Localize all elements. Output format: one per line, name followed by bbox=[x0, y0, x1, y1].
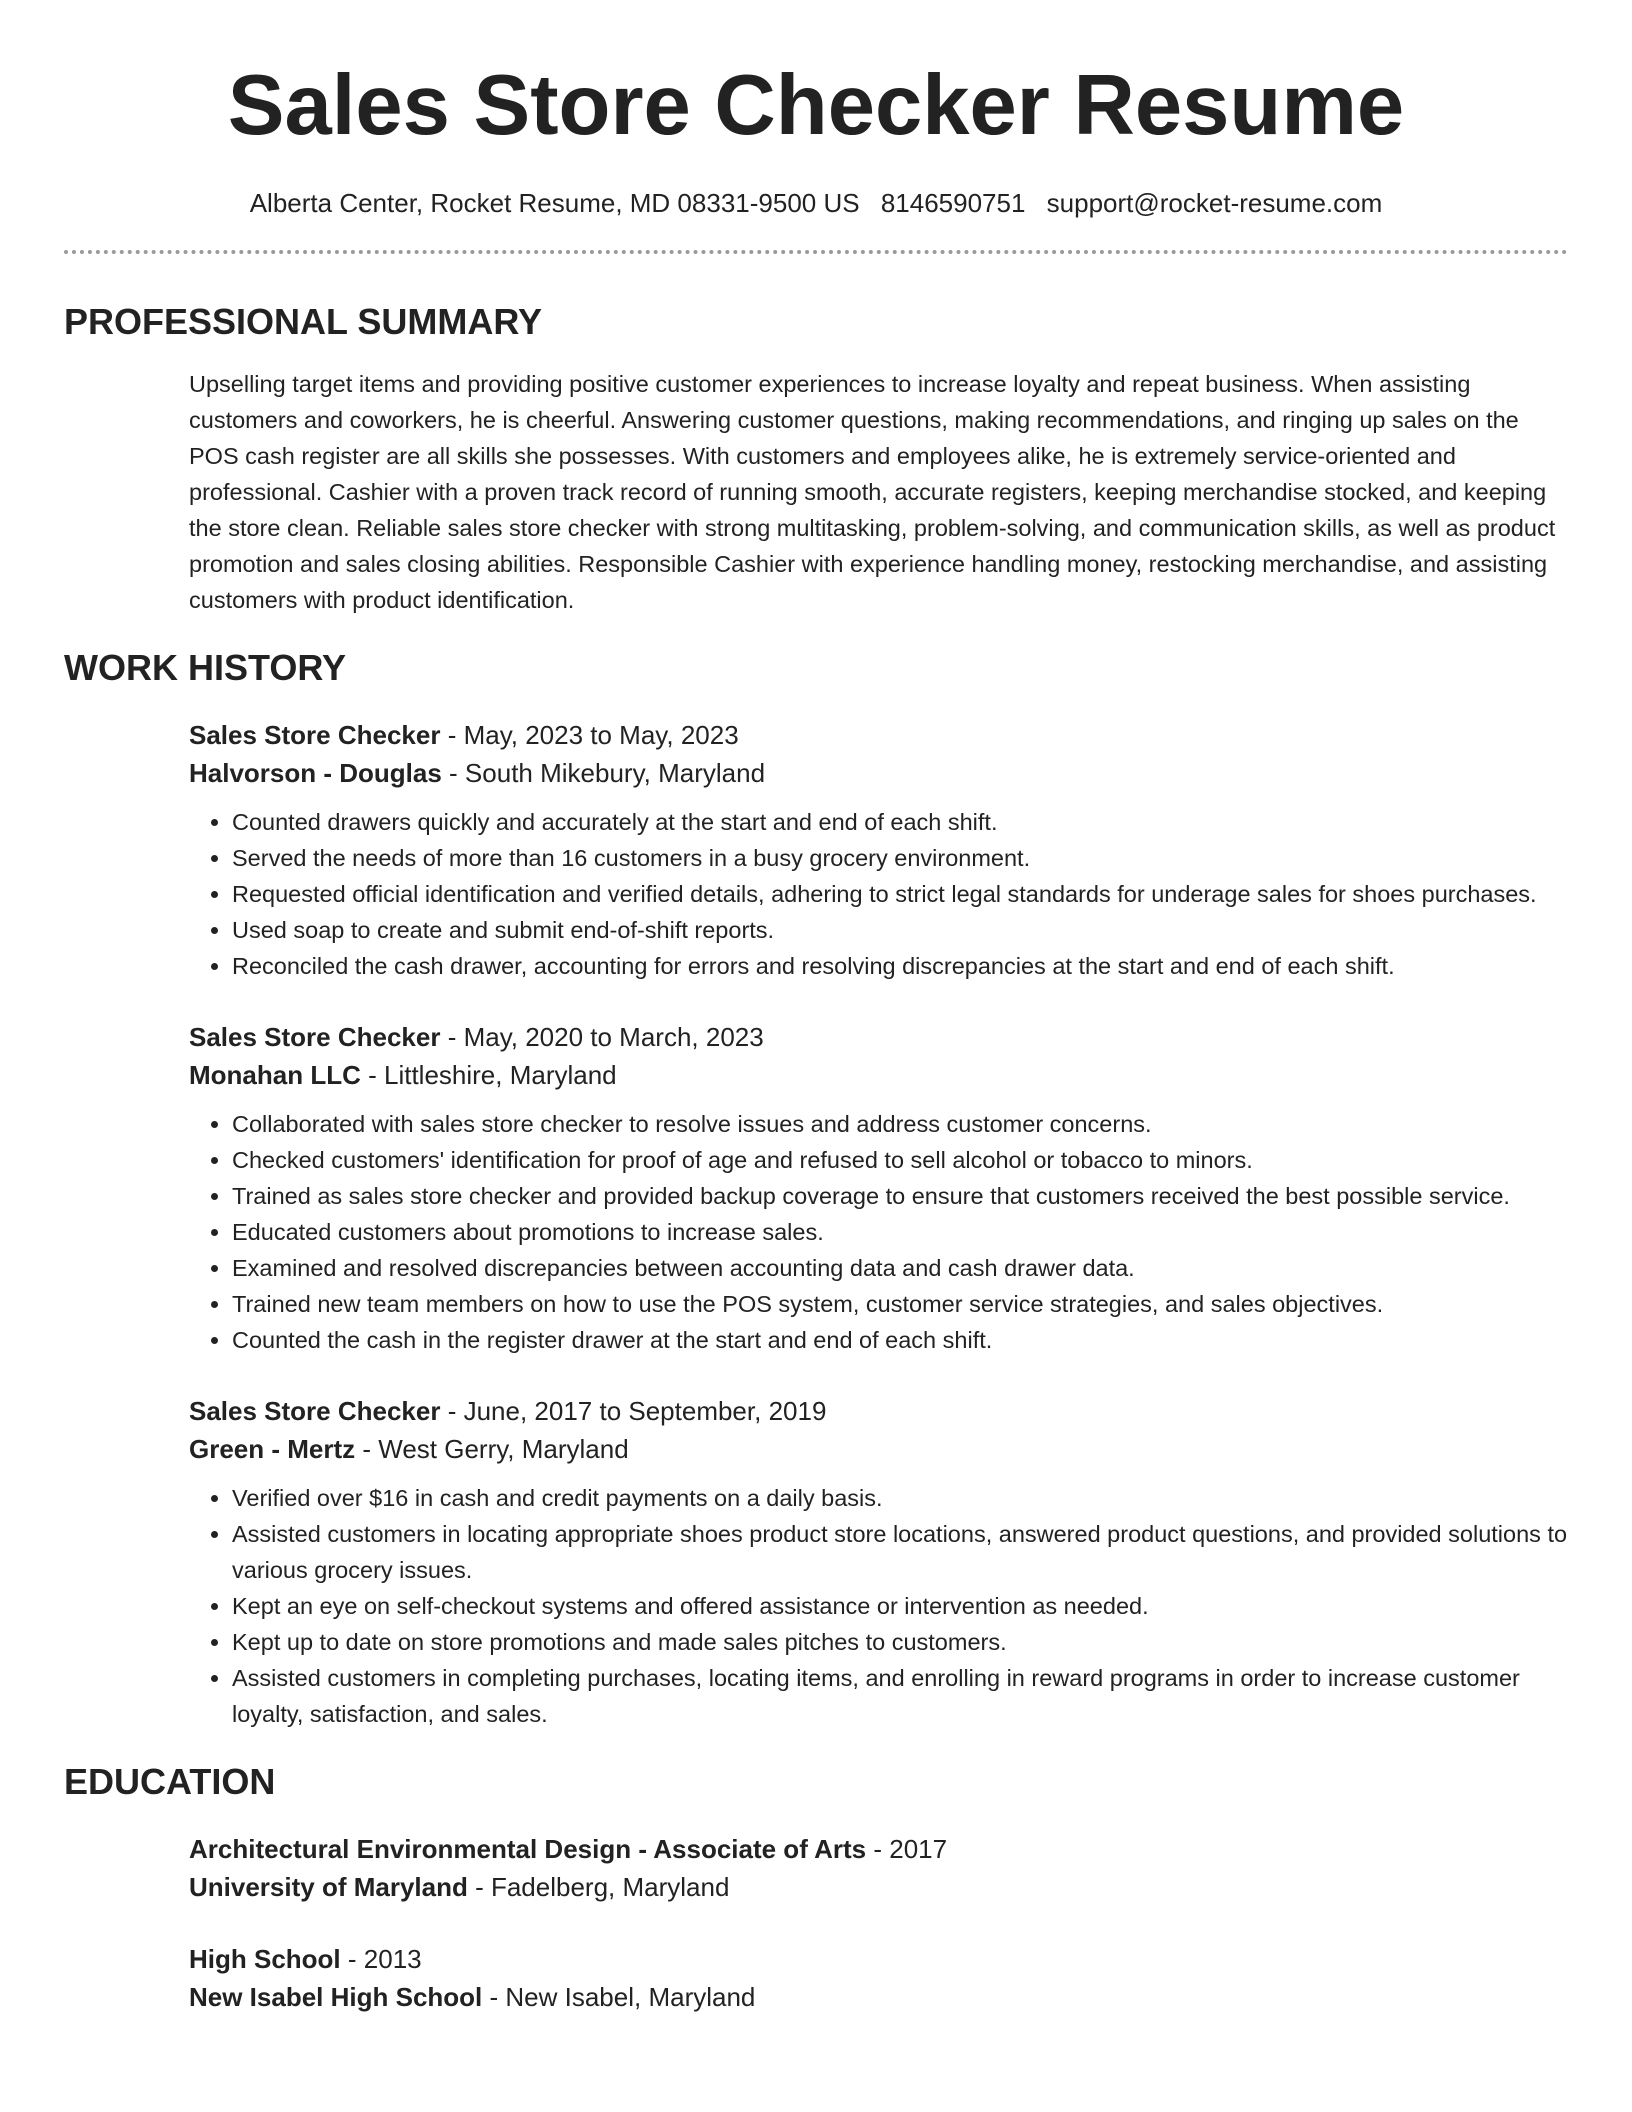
job-location: - South Mikebury, Maryland bbox=[441, 758, 766, 788]
list-item: • Trained as sales store checker and provided backup coverage to ensure that customers received the best possible service. bbox=[232, 1178, 1568, 1214]
contact-phone: 8146590751 bbox=[880, 188, 1026, 218]
education-section bbox=[64, 1760, 1568, 2016]
contact-email: support@rocket-resume.com bbox=[1046, 188, 1383, 218]
list-item: • Requested official identification and verified details, adhering to strict legal standards for underage sales for shoes purchases. bbox=[232, 876, 1568, 912]
degree-line bbox=[189, 1940, 1568, 1978]
job-title-line bbox=[189, 1018, 1568, 1056]
job-company-line bbox=[189, 1430, 1568, 1468]
job-dates: - June, 2017 to September, 2019 bbox=[440, 1396, 827, 1426]
list-item: • Counted the cash in the register drawer at the start and end of each shift. bbox=[232, 1322, 1568, 1358]
degree-year: - 2013 bbox=[340, 1944, 422, 1974]
list-item: • Trained new team members on how to use the POS system, customer service strategies, and sales objectives. bbox=[232, 1286, 1568, 1322]
job-entry bbox=[189, 716, 1568, 984]
degree-name: High School bbox=[189, 1944, 341, 1974]
job-title: Sales Store Checker bbox=[189, 720, 441, 750]
school-line bbox=[189, 1868, 1568, 1906]
education-entry bbox=[189, 1830, 1568, 1906]
school-name: University of Maryland bbox=[189, 1872, 468, 1902]
degree-year: - 2017 bbox=[866, 1834, 948, 1864]
work-history-section bbox=[64, 646, 1568, 1732]
summary-text: Upselling target items and providing positive customer experiences to increase loyalty and repeat business. When assisting customers and coworkers, he is cheerful. Answering customer questions, making recommendations, and ringing up sales on the POS cash register are all skills she possesses. With customers and employees alike, he is extremely service-oriented and professional. Cashier with a proven track record of running smooth, accurate registers, keeping merchandise stocked, and keeping the store clean. Reliable sales store checker with strong multitasking, problem-solving, and communication skills, as well as product promotion and sales closing abilities. Responsible Cashier with experience handling money, restocking merchandise, and assisting customers with product identification. bbox=[189, 371, 1556, 613]
school-name: New Isabel High School bbox=[189, 1982, 483, 2012]
job-bullets bbox=[189, 804, 1568, 984]
list-item: • Kept up to date on store promotions and made sales pitches to customers. bbox=[232, 1624, 1568, 1660]
job-title: Sales Store Checker bbox=[189, 1022, 441, 1052]
list-item: • Educated customers about promotions to increase sales. bbox=[232, 1214, 1568, 1250]
job-title-line bbox=[189, 716, 1568, 754]
job-company: Green - Mertz bbox=[189, 1434, 356, 1464]
list-item: • Counted drawers quickly and accurately at the start and end of each shift. bbox=[232, 804, 1568, 840]
job-company-line bbox=[189, 754, 1568, 792]
header-divider bbox=[64, 250, 1568, 254]
job-entry bbox=[189, 1018, 1568, 1358]
school-line bbox=[189, 1978, 1568, 2016]
contact-address: Alberta Center, Rocket Resume, MD 08331-9500 US bbox=[249, 188, 860, 218]
job-bullets bbox=[189, 1480, 1568, 1732]
list-item: • Used soap to create and submit end-of-shift reports. bbox=[232, 912, 1568, 948]
list-item: • Served the needs of more than 16 customers in a busy grocery environment. bbox=[232, 840, 1568, 876]
job-entry bbox=[189, 1392, 1568, 1732]
list-item: • Assisted customers in completing purchases, locating items, and enrolling in reward programs in order to increase customer loyalty, satisfaction, and sales. bbox=[232, 1660, 1568, 1732]
job-bullets bbox=[189, 1106, 1568, 1358]
list-item: • Checked customers' identification for proof of age and refused to sell alcohol or tobacco to minors. bbox=[232, 1142, 1568, 1178]
school-location: - Fadelberg, Maryland bbox=[467, 1872, 730, 1902]
list-item: • Reconciled the cash drawer, accounting for errors and resolving discrepancies at the start and end of each shift. bbox=[232, 948, 1568, 984]
work-history-heading: WORK HISTORY bbox=[64, 647, 347, 688]
education-entry bbox=[189, 1940, 1568, 2016]
list-item: • Verified over $16 in cash and credit payments on a daily basis. bbox=[232, 1480, 1568, 1516]
summary-heading: PROFESSIONAL SUMMARY bbox=[64, 301, 543, 342]
job-title: Sales Store Checker bbox=[189, 1396, 441, 1426]
job-company-line bbox=[189, 1056, 1568, 1094]
school-location: - New Isabel, Maryland bbox=[482, 1982, 756, 2012]
work-history-body bbox=[64, 716, 1568, 1732]
degree-name: Architectural Environmental Design - Associate of Arts bbox=[189, 1834, 867, 1864]
job-location: - West Gerry, Maryland bbox=[355, 1434, 629, 1464]
resume-title: Sales Store Checker Resume bbox=[227, 58, 1405, 153]
list-item: • Assisted customers in locating appropriate shoes product store locations, answered product questions, and provided solutions to various grocery issues. bbox=[232, 1516, 1568, 1588]
job-company: Monahan LLC bbox=[189, 1060, 361, 1090]
job-dates: - May, 2020 to March, 2023 bbox=[440, 1022, 764, 1052]
resume-header bbox=[64, 0, 1568, 254]
job-location: - Littleshire, Maryland bbox=[360, 1060, 617, 1090]
education-heading: EDUCATION bbox=[64, 1761, 276, 1802]
job-company: Halvorson - Douglas bbox=[189, 758, 442, 788]
list-item: • Examined and resolved discrepancies between accounting data and cash drawer data. bbox=[232, 1250, 1568, 1286]
summary-section bbox=[64, 300, 1568, 618]
summary-body bbox=[64, 366, 1568, 618]
list-item: • Kept an eye on self-checkout systems and offered assistance or intervention as needed. bbox=[232, 1588, 1568, 1624]
job-title-line bbox=[189, 1392, 1568, 1430]
degree-line bbox=[189, 1830, 1568, 1868]
list-item: • Collaborated with sales store checker to resolve issues and address customer concerns. bbox=[232, 1106, 1568, 1142]
job-dates: - May, 2023 to May, 2023 bbox=[440, 720, 739, 750]
contact-line bbox=[64, 186, 1568, 220]
education-body bbox=[64, 1830, 1568, 2016]
